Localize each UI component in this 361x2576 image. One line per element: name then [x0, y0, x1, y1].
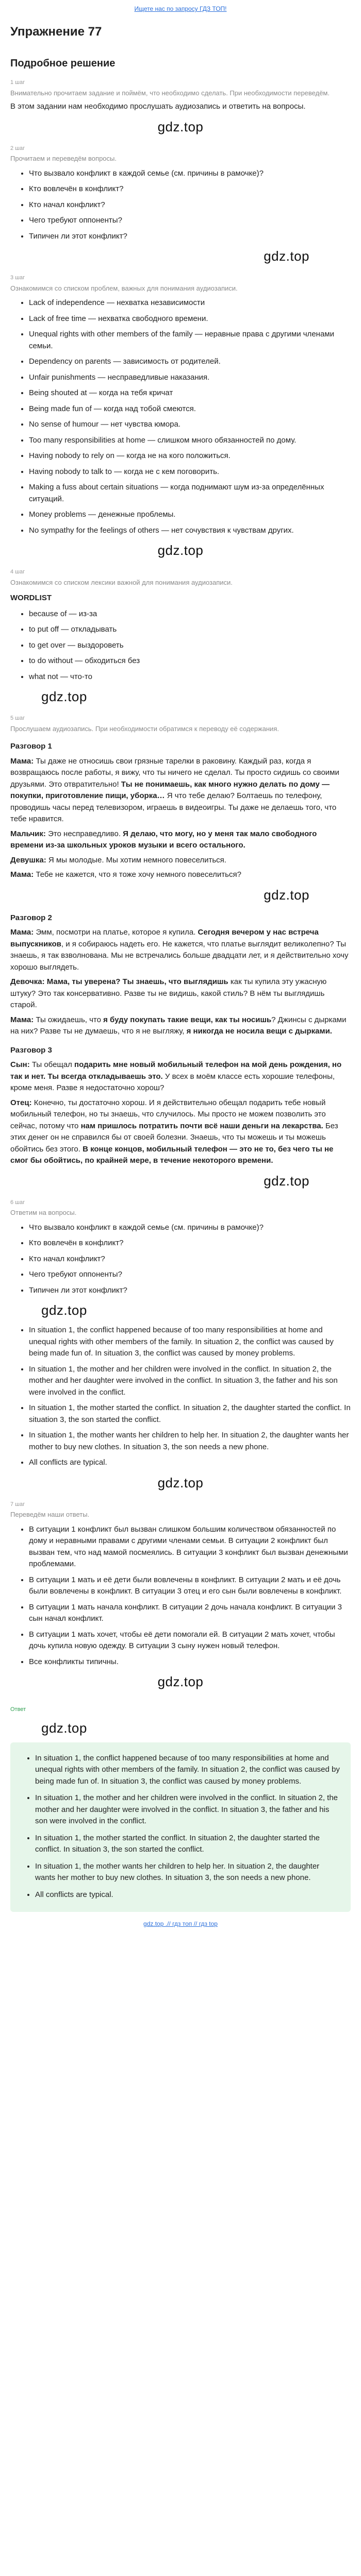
- list-item: • Типичен ли этот конфликт?: [29, 1285, 351, 1297]
- watermark: gdz.top: [157, 118, 204, 134]
- step-3: [10, 274, 351, 293]
- line-text: Ты обещал: [31, 1060, 75, 1069]
- step-text: Ответим на вопросы.: [10, 1209, 77, 1216]
- dialog-line: [10, 1097, 351, 1167]
- wordlist: [10, 608, 351, 683]
- watermark: gdz.top: [41, 1302, 87, 1318]
- intro-text: В этом задании нам необходимо прослушать аудиозапись и ответить на вопросы.: [10, 102, 306, 111]
- dialog-line: [10, 927, 351, 973]
- list-item: • Unequal rights with other members of the family — неравные права с другими членами семьи.: [29, 329, 351, 352]
- list-item: • to get over — выздороветь: [29, 640, 351, 652]
- line-highlight: Мама, ты уверена? Ты знаешь, что выглядишь: [46, 977, 228, 986]
- step-label: 1 шаг: [10, 79, 25, 86]
- list-item: • Being made fun of — когда над тобой смеются.: [29, 403, 351, 415]
- step-2: [10, 144, 351, 164]
- step-label: 6 шаг: [10, 1199, 25, 1206]
- list-item: • to do without — обходиться без: [29, 655, 351, 667]
- dialog-1-title: Разговор 1: [10, 742, 52, 751]
- list-item: • Money problems — денежные проблемы.: [29, 509, 351, 521]
- line-text: Без этих денег он не справился бы от своей болезни. Знаешь, что ты можешь и ты можешь обойтись без этого.: [10, 1121, 338, 1154]
- list-item: • In situation 1, the conflict happened because of too many responsibilities at home and unequal rights with other members of the family. In situation 2, the conflict was caused by being made fun of. In situation 3, the conflict was caused by money problems.: [29, 1325, 351, 1360]
- line-text: У всех в моём классе есть хорошие телефоны, кроме меня. Разве я недостаточно хорош?: [10, 1072, 335, 1092]
- answers-final-list: [21, 1753, 340, 1901]
- speaker: Мальчик:: [10, 829, 46, 838]
- answers-en-list: [10, 1325, 351, 1469]
- dialog-line: [10, 828, 351, 852]
- dialog-line: [10, 1014, 351, 1038]
- list-item: • В ситуации 1 мать начала конфликт. В ситуации 2 дочь начала конфликт. В ситуации 3 сын начал конфликт.: [29, 1602, 351, 1625]
- list-item: • In situation 1, the mother and her children were involved in the conflict. In situation 2, the mother and her daughter were involved in the conflict. In situation 3, the father and his son were involved in the conflict.: [29, 1364, 351, 1399]
- list-item: • Чего требуют оппоненты?: [29, 1269, 351, 1281]
- dialog-line: [10, 869, 351, 881]
- list-item: • what not — что-то: [29, 671, 351, 683]
- list-item: • Все конфликты типичны.: [29, 1656, 351, 1668]
- answers-ru-list: [10, 1524, 351, 1668]
- speaker: Мама:: [10, 928, 34, 937]
- speaker: Девушка:: [10, 855, 46, 865]
- questions-repeat-list: [10, 1222, 351, 1297]
- step-text: Ознакомимся со списком проблем, важных для понимания аудиозаписи.: [10, 284, 238, 292]
- list-item: • Making a fuss about certain situations — когда поднимают шум из-за определённых ситуаций.: [29, 482, 351, 505]
- line-text: Эмм, посмотри на платье, которое я купила.: [36, 928, 198, 937]
- top-banner-link[interactable]: Ищете нас по запросу ГДЗ ТОП!: [134, 5, 227, 12]
- step-text: Ознакомимся со списком лексики важной для понимания аудиозаписи.: [10, 578, 233, 586]
- speaker: Девочка:: [10, 977, 45, 986]
- speaker: Мама:: [10, 870, 34, 879]
- line-text: Тебе не кажется, что я тоже хочу немного повеселиться?: [36, 870, 241, 879]
- line-text: Я что тебе делаю? Болтаешь по телефону, проводишь часы перед телевизором, играешь в видеоигры. Ты даже не делаешь того, что тебе нравится.: [10, 791, 337, 823]
- list-item: • Что вызвало конфликт в каждой семье (см. причины в рамочке)?: [29, 1222, 351, 1234]
- watermark: gdz.top: [157, 1475, 204, 1490]
- line-text: Это несправедливо.: [48, 829, 123, 838]
- list-item: • Having nobody to talk to — когда не с кем поговорить.: [29, 466, 351, 478]
- list-item: • No sense of humour — нет чувства юмора.: [29, 419, 351, 431]
- dialog-line: [10, 855, 351, 867]
- line-highlight: подарить мне новый мобильный телефон на мой день рождения, но так и нет. Ты всегда откладываешь это.: [10, 1060, 342, 1081]
- watermark: gdz.top: [41, 689, 87, 704]
- list-item: • All conflicts are typical.: [29, 1457, 351, 1469]
- step-6: [10, 1198, 351, 1218]
- list-item: • Кто вовлечён в конфликт?: [29, 183, 351, 195]
- list-item: • В ситуации 1 мать хочет, чтобы её дети помогали ей. В ситуации 2 мать хочет, чтобы дочь купила новую одежду. В ситуации 3 сыну нужен новый телефон.: [29, 1629, 351, 1652]
- dialog-line: [10, 756, 351, 825]
- bottom-banner[interactable]: [10, 1912, 351, 1930]
- watermark: gdz.top: [264, 248, 309, 264]
- bottom-banner-link[interactable]: gdz.top .// гдз топ // гдз top: [143, 1920, 218, 1927]
- wordlist-title: WORDLIST: [10, 594, 52, 602]
- list-item: • Кто вовлечён в конфликт?: [29, 1238, 351, 1249]
- watermark: gdz.top: [264, 1173, 309, 1189]
- top-banner[interactable]: [10, 0, 351, 15]
- line-text: Ты ожидаешь, что: [36, 1015, 104, 1024]
- step-5: [10, 714, 351, 734]
- page-title: Упражнение 77: [10, 25, 102, 39]
- dialog-line: [10, 1059, 351, 1094]
- list-item: • Кто начал конфликт?: [29, 199, 351, 211]
- step-7: [10, 1500, 351, 1520]
- line-text: , и я собираюсь надеть его. Не кажется, что платье выглядит великолепно? Ты знаешь, я так взволнована. Мы не встречались больше двадцати лет, и я действительно хочу хорошо выглядеть.: [10, 939, 349, 972]
- list-item: • All conflicts are typical.: [35, 1889, 340, 1901]
- dialog-3-title: Разговор 3: [10, 1045, 52, 1055]
- line-highlight: я буду покупать такие вещи, как ты носишь: [103, 1015, 272, 1024]
- step-label: 2 шаг: [10, 145, 25, 151]
- list-item: • Lack of independence — нехватка независимости: [29, 297, 351, 309]
- line-highlight: Я делаю, что могу, но у меня так мало свободного времени из-за школьных уроков музыки и всего остального.: [10, 829, 317, 850]
- dialog-line: [10, 976, 351, 1011]
- speaker: Мама:: [10, 756, 34, 766]
- answer-label: Ответ: [10, 1706, 26, 1713]
- speaker: Мама:: [10, 1015, 34, 1024]
- speaker: Сын:: [10, 1060, 30, 1069]
- list-item: • Что вызвало конфликт в каждой семье (см. причины в рамочке)?: [29, 168, 351, 180]
- list-item: • Too many responsibilities at home — слишком много обязанностей по дому.: [29, 435, 351, 447]
- list-item: • Чего требуют оппоненты?: [29, 215, 351, 227]
- step-text: Прослушаем аудиозапись. При необходимости обратимся к переводу её содержания.: [10, 724, 279, 733]
- list-item: • to put off — откладывать: [29, 624, 351, 636]
- list-item: • Кто начал конфликт?: [29, 1253, 351, 1265]
- list-item: • Dependency on parents — зависимость от родителей.: [29, 356, 351, 368]
- step-text: Переведём наши ответы.: [10, 1511, 90, 1518]
- line-text: Я мы молодые. Мы хотим немного повеселиться.: [48, 855, 226, 865]
- dialog-2-title: Разговор 2: [10, 913, 52, 922]
- step-label: 3 шаг: [10, 275, 25, 281]
- line-highlight: нам пришлось потратить почти всё наши деньги на лекарства.: [80, 1121, 323, 1130]
- step-4: [10, 568, 351, 587]
- line-text: Ты даже не относишь свои грязные тарелки в раковину. Каждый раз, когда я возвращаюсь после работы, я вижу, что ты ничего не сделал. Ты просто сидишь со своими друзьями. Это отвратительно!: [10, 756, 339, 789]
- list-item: • В ситуации 1 мать и её дети были вовлечены в конфликт. В ситуации 2 мать и её дочь были вовлечены в конфликт. В ситуации 3 отец и его сын были вовлечены в конфликт.: [29, 1574, 351, 1598]
- line-text: как ты купила эту ужасную штуку? Это так консервативно. Разве ты не видишь, какой стиль? В нём ты выглядишь старой.: [10, 977, 327, 1009]
- list-item: • In situation 1, the mother wants her children to help her. In situation 2, the daughter wants her mother to buy new clothes. In situation 3, the son needs a new phone.: [29, 1430, 351, 1453]
- line-highlight: Сегодня вечером у нас встреча выпускников: [10, 928, 319, 948]
- answer-box: [10, 1742, 351, 1912]
- line-highlight: я никогда не носила вещи с дырками.: [186, 1027, 332, 1036]
- line-highlight: Ты не понимаешь, как много нужно делать по дому — покупки, приготовление пищи, уборка…: [10, 779, 330, 800]
- step-label: 7 шаг: [10, 1501, 25, 1507]
- list-item: • In situation 1, the mother started the conflict. In situation 2, the daughter started the conflict. In situation 3, the son started the conflict.: [35, 1833, 340, 1856]
- list-item: • Unfair punishments — несправедливые наказания.: [29, 372, 351, 384]
- line-text: Конечно, ты достаточно хорош. И я действительно обещал подарить тебе новый мобильный телефон, но ты знаешь, что случилось. Мы просто не можем позволить это сейчас, потому что: [10, 1098, 326, 1130]
- questions-list: [10, 168, 351, 243]
- list-item: • Типичен ли этот конфликт?: [29, 231, 351, 243]
- step-1: [10, 78, 351, 98]
- list-item: • In situation 1, the mother started the conflict. In situation 2, the daughter started the conflict. In situation 3, the son started the conflict.: [29, 1402, 351, 1426]
- list-item: • No sympathy for the feelings of others — нет сочувствия к чувствам других.: [29, 525, 351, 537]
- list-item: • Being shouted at — когда на тебя кричат: [29, 387, 351, 399]
- step-label: 5 шаг: [10, 715, 25, 721]
- speaker: Отец:: [10, 1098, 32, 1107]
- list-item: • Lack of free time — нехватка свободного времени.: [29, 313, 351, 325]
- watermark: gdz.top: [157, 1674, 204, 1689]
- list-item: • In situation 1, the mother wants her children to help her. In situation 2, the daughter wants her mother to buy new clothes. In situation 3, the son needs a new phone.: [35, 1861, 340, 1884]
- step-text: Прочитаем и переведём вопросы.: [10, 155, 117, 162]
- problems-list: [10, 297, 351, 536]
- list-item: • In situation 1, the mother and her children were involved in the conflict. In situation 2, the mother and her daughter were involved in the conflict. In situation 3, the father and his son were involved in the conflict.: [35, 1792, 340, 1827]
- step-label: 4 шаг: [10, 569, 25, 575]
- list-item: • In situation 1, the conflict happened because of too many responsibilities at home and unequal rights with other members of the family. In situation 2, the conflict was caused by being made fun of. In situation 3, the conflict was caused by money problems.: [35, 1753, 340, 1788]
- list-item: • because of — из-за: [29, 608, 351, 620]
- section-title: Подробное решение: [10, 58, 116, 69]
- line-highlight: В конце концов, мобильный телефон — это не то, без чего ты не смог бы обойтись, по крайней мере, в течение некоторого времени.: [10, 1144, 334, 1165]
- step-text: Внимательно прочитаем задание и поймём, что необходимо сделать. При необходимости переведём.: [10, 89, 330, 97]
- watermark: gdz.top: [157, 543, 204, 558]
- list-item: • Having nobody to rely on — когда не на кого положиться.: [29, 450, 351, 462]
- watermark: gdz.top: [41, 1720, 87, 1736]
- line-text: ? Джинсы с дырками на них? Разве ты не думаешь, что я не выгляжу,: [10, 1015, 347, 1036]
- list-item: • В ситуации 1 конфликт был вызван слишком большим количеством обязанностей по дому и неравными правами с другими членами семьи. В ситуации 2 конфликт был вызван тем, что над мамой посмеялись. В ситуации 3 конфликт был вызван денежными проблемами.: [29, 1524, 351, 1570]
- watermark: gdz.top: [264, 887, 309, 903]
